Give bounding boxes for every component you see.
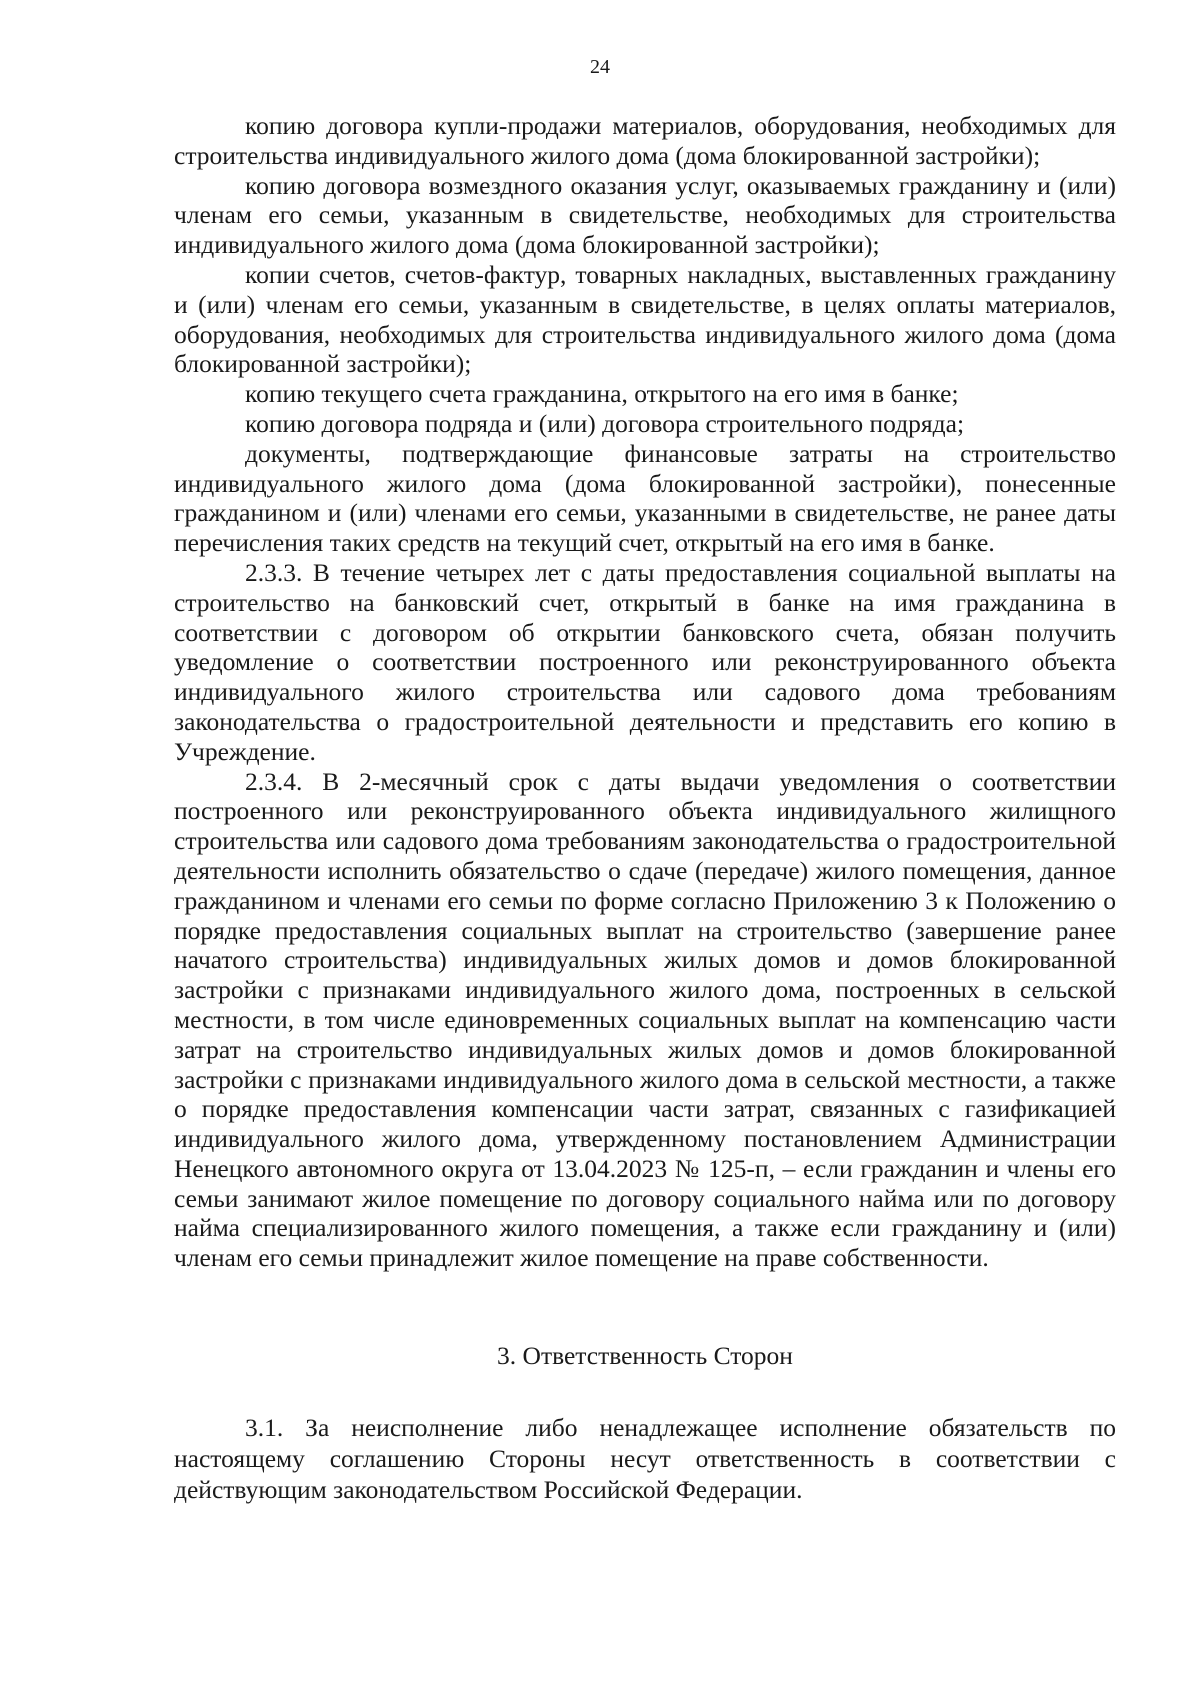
paragraph-invoices: копии счетов, счетов-фактур, товарных накладных, выставленных гражданину и (или) членам его семьи, указанным в свидетельстве, в целях оплаты материалов, оборудования, необходимых для строительства индивидуального жилого дома (дома блокированной застройки); [174, 259, 1116, 379]
paragraph-expense-documents: документы, подтверждающие финансовые затраты на строительство индивидуального жилого дома (дома блокированной застройки), понесенные гражданином и (или) членами его семьи, указанными в свидетельстве, не ранее даты перечисления таких средств на текущий счет, открытый на его имя в банке. [174, 438, 1116, 558]
section-body [174, 1412, 1116, 1505]
paragraph-contract-materials: копию договора купли-продажи материалов, оборудования, необходимых для строительства индивидуального жилого дома (дома блокированной застройки); [174, 111, 1116, 170]
paragraph-current-account: копию текущего счета гражданина, открытого на его имя в банке; [245, 379, 959, 409]
paragraph-clause-3-1: 3.1. За неисполнение либо ненадлежащее исполнение обязательств по настоящему соглашению Стороны несут ответственность в соответствии с действующим законодательством Российской Федерации. [174, 1413, 1116, 1504]
paragraph-contract-services: копию договора возмездного оказания услуг, оказываемых гражданину и (или) членам его семьи, указанным в свидетельстве, необходимых для строительства индивидуального жилого дома (дома блокированной застройки); [174, 170, 1116, 260]
paragraph-construction-contract: копию договора подряда и (или) договора строительного подряда; [245, 408, 965, 438]
document-body [174, 111, 1116, 1273]
paragraph-clause-2-3-4: 2.3.4. В 2-месячный срок с даты выдачи уведомления о соответствии построенного или реконструированного объекта индивидуального жилищного строительства или садового дома требованиям законодательства о градостроительной деятельности исполнить обязательство о сдаче (передаче) жилого помещения, данное гражданином и членами его семьи по форме согласно Приложению 3 к Положению о порядке предоставления социальных выплат на строительство (завершение ранее начатого строительства) индивидуальных жилых домов и домов блокированной застройки с признаками индивидуального жилого дома, построенных в сельской местности, в том числе единовременных социальных выплат на компенсацию части затрат на строительство индивидуальных жилых домов и домов блокированной застройки с признаками индивидуального жилого дома в сельской местности, а также о порядке предоставления компенсации части затрат, связанных с газификацией индивидуального жилого дома, утвержденному постановлением Администрации Ненецкого автономного округа от 13.04.2023 № 125-п, – если гражданин и члены его семьи занимают жилое помещение по договору социального найма или по договору найма специализированного жилого помещения, а также если гражданину и (или) членам его семьи принадлежит жилое помещение на праве собственности. [174, 766, 1116, 1273]
section-heading: 3. Ответственность Сторон [497, 1341, 793, 1370]
paragraph-clause-2-3-3: 2.3.3. В течение четырех лет с даты предоставления социальной выплаты на строительство на банковский счет, открытый в банке на имя гражданина в соответствии с договором об открытии банковского счета, обязан получить уведомление о соответствии построенного или реконструированного объекта индивидуального жилого строительства или садового дома требованиям законодательства о градостроительной деятельности и представить его копию в Учреждение. [174, 557, 1116, 766]
page-number: 24 [590, 56, 610, 78]
